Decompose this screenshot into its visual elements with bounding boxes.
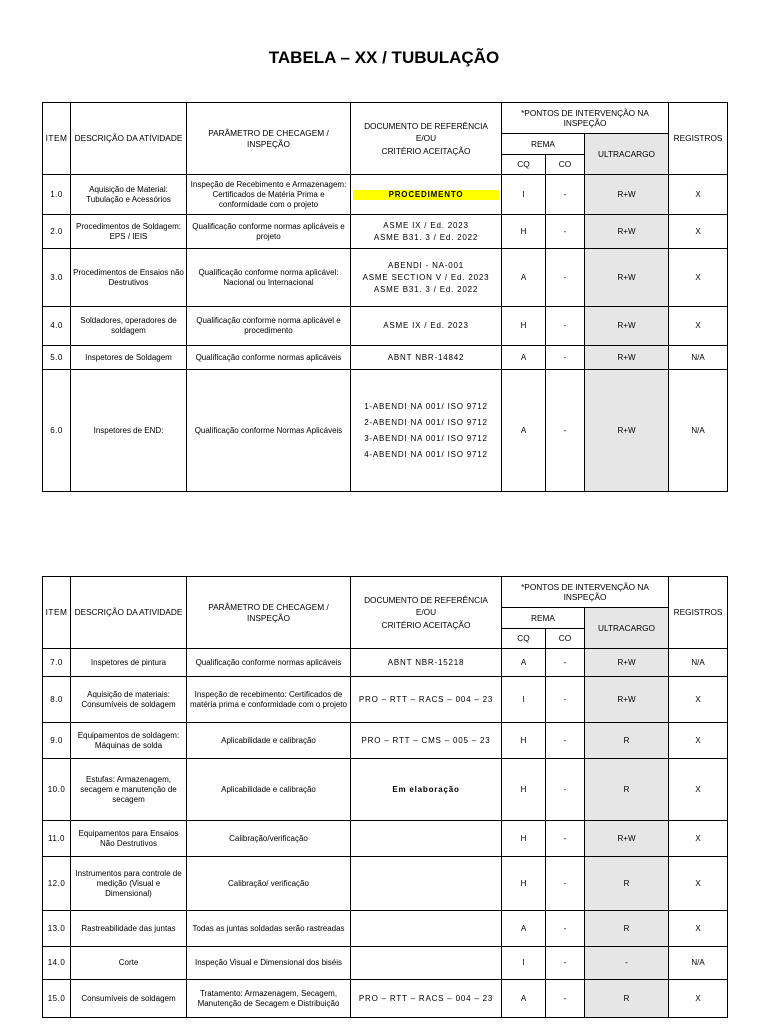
- reference-document-line: PRO – RTT – CMS – 005 – 23: [361, 735, 491, 745]
- reference-document: [351, 307, 502, 346]
- cq-mark: A: [502, 911, 546, 947]
- reference-document-line: ABNT NBR-14842: [387, 352, 465, 362]
- ultracargo-mark: R+W: [585, 307, 669, 346]
- activity-description: Consumíveis de soldagem: [71, 980, 187, 1018]
- activity-description: Procedimentos de Ensaios não Destrutivos: [71, 249, 187, 307]
- table-row: [43, 821, 728, 857]
- reference-document: [351, 677, 502, 723]
- check-parameter: Qualificação conforme normas aplicáveis: [187, 649, 351, 677]
- activity-description: Soldadores, operadores de soldagem: [71, 307, 187, 346]
- reference-document-line: ASME IX / Ed. 2023: [383, 321, 469, 330]
- header-documento: [351, 103, 502, 175]
- co-mark: -: [546, 249, 585, 307]
- item-number: 1.0: [43, 175, 71, 215]
- ultracargo-mark: -: [585, 947, 669, 980]
- registros-mark: X: [669, 175, 728, 215]
- reference-document-line: 3-ABENDI NA 001/ ISO 9712: [364, 433, 488, 443]
- check-parameter: Todas as juntas soldadas serão rastreadas: [187, 911, 351, 947]
- reference-document-line: ABENDI - NA-001: [387, 260, 465, 270]
- co-mark: -: [546, 370, 585, 492]
- header-registros: REGISTROS: [669, 577, 728, 649]
- check-parameter: Calibração/verificação: [187, 821, 351, 857]
- table-row: [43, 980, 728, 1018]
- registros-mark: X: [669, 307, 728, 346]
- activity-description: Equipamentos para Ensaios Não Destrutivos: [71, 821, 187, 857]
- header-co: CO: [546, 629, 585, 649]
- registros-mark: N/A: [669, 370, 728, 492]
- check-parameter: Inspeção de recebimento: Certificados de matéria prima e conformidade com o projeto: [187, 677, 351, 723]
- ultracargo-mark: R+W: [585, 370, 669, 492]
- table-row: [43, 215, 728, 249]
- table-1-body: [43, 175, 728, 492]
- ultracargo-mark: R: [585, 723, 669, 759]
- item-number: 14.0: [43, 947, 71, 980]
- reference-document: [351, 346, 502, 370]
- activity-description: Aquisição de Material: Tubulação e Acessórios: [71, 175, 187, 215]
- reference-document: [351, 980, 502, 1018]
- item-number: 4.0: [43, 307, 71, 346]
- check-parameter: Inspeção de Recebimento e Armazenagem: Certificados de Matéria Prima e conformidade com o projeto: [187, 175, 351, 215]
- table-row: [43, 649, 728, 677]
- header-documento-line3: CRITÉRIO ACEITAÇÃO: [381, 619, 471, 630]
- co-mark: -: [546, 215, 585, 249]
- co-mark: -: [546, 307, 585, 346]
- reference-document-line: ASME B31. 3 / Ed. 2022: [373, 232, 479, 242]
- ultracargo-mark: R+W: [585, 175, 669, 215]
- item-number: 3.0: [43, 249, 71, 307]
- header-ultracargo: ULTRACARGO: [585, 608, 669, 649]
- registros-mark: X: [669, 249, 728, 307]
- item-number: 15.0: [43, 980, 71, 1018]
- registros-mark: X: [669, 723, 728, 759]
- ultracargo-mark: R+W: [585, 215, 669, 249]
- check-parameter: Tratamento: Armazenagem, Secagem, Manutenção de Secagem e Distribuição: [187, 980, 351, 1018]
- item-number: 5.0: [43, 346, 71, 370]
- cq-mark: H: [502, 215, 546, 249]
- cq-mark: A: [502, 649, 546, 677]
- cq-mark: H: [502, 723, 546, 759]
- ultracargo-mark: R+W: [585, 677, 669, 723]
- registros-mark: X: [669, 677, 728, 723]
- co-mark: -: [546, 175, 585, 215]
- ultracargo-mark: R: [585, 759, 669, 821]
- co-mark: -: [546, 346, 585, 370]
- co-mark: -: [546, 759, 585, 821]
- header-descricao: DESCRIÇÃO DA ATIVIDADE: [71, 103, 187, 175]
- co-mark: -: [546, 857, 585, 911]
- activity-description: Corte: [71, 947, 187, 980]
- cq-mark: I: [502, 947, 546, 980]
- table-row: [43, 346, 728, 370]
- co-mark: -: [546, 911, 585, 947]
- ultracargo-mark: R: [585, 911, 669, 947]
- cq-mark: H: [502, 759, 546, 821]
- reference-document: [351, 175, 502, 215]
- table-row: [43, 677, 728, 723]
- co-mark: -: [546, 947, 585, 980]
- reference-document: [351, 370, 502, 492]
- registros-mark: X: [669, 857, 728, 911]
- activity-description: Estufas: Armazenagem, secagem e manutenção de secagem: [71, 759, 187, 821]
- registros-mark: X: [669, 759, 728, 821]
- reference-document-line: ASME SECTION V / Ed. 2023: [362, 272, 490, 282]
- reference-document-line: PRO – RTT – RACS – 004 – 23: [358, 694, 494, 704]
- reference-document: [351, 215, 502, 249]
- header-ultracargo: ULTRACARGO: [585, 134, 669, 175]
- co-mark: -: [546, 677, 585, 723]
- table-row: [43, 307, 728, 346]
- reference-document: [351, 947, 502, 980]
- table-row: [43, 911, 728, 947]
- check-parameter: Qualificação conforme norma aplicável e procedimento: [187, 307, 351, 346]
- ultracargo-mark: R+W: [585, 249, 669, 307]
- reference-document-line: PROCEDIMENTO: [353, 190, 499, 200]
- table-row: [43, 759, 728, 821]
- table-2-body: [43, 649, 728, 1018]
- header-cq: CQ: [502, 155, 546, 175]
- cq-mark: A: [502, 249, 546, 307]
- header-rema: REMA: [502, 608, 585, 629]
- cq-mark: I: [502, 677, 546, 723]
- item-number: 2.0: [43, 215, 71, 249]
- reference-document-line: PRO – RTT – RACS – 004 – 23: [358, 993, 494, 1003]
- header-parametro: PARÂMETRO DE CHECAGEM / INSPEÇÃO: [187, 577, 351, 649]
- activity-description: Aquisição de materiais: Consumíveis de soldagem: [71, 677, 187, 723]
- item-number: 7.0: [43, 649, 71, 677]
- reference-document: [351, 857, 502, 911]
- table-row: [43, 723, 728, 759]
- cq-mark: A: [502, 980, 546, 1018]
- co-mark: -: [546, 821, 585, 857]
- inspection-table-1: [42, 102, 728, 492]
- header-documento-line1: DOCUMENTO DE REFERÊNCIA: [364, 120, 488, 131]
- ultracargo-mark: R+W: [585, 346, 669, 370]
- table-row: [43, 947, 728, 980]
- page-title: TABELA – XX / TUBULAÇÃO: [268, 48, 500, 67]
- registros-mark: X: [669, 821, 728, 857]
- reference-document: [351, 911, 502, 947]
- registros-mark: N/A: [669, 346, 728, 370]
- reference-document-line: ABNT NBR-15218: [387, 657, 465, 667]
- item-number: 8.0: [43, 677, 71, 723]
- co-mark: -: [546, 980, 585, 1018]
- check-parameter: Qualificação conforme normas aplicáveis e projeto: [187, 215, 351, 249]
- cq-mark: H: [502, 307, 546, 346]
- table-row: [43, 249, 728, 307]
- registros-mark: N/A: [669, 649, 728, 677]
- reference-document-line: ASME IX / Ed. 2023: [383, 220, 469, 230]
- reference-document: [351, 723, 502, 759]
- inspection-table-2: [42, 576, 728, 1018]
- check-parameter: Aplicabilidade e calibração: [187, 723, 351, 759]
- check-parameter: Calibração/ verificação: [187, 857, 351, 911]
- reference-document-line: Em elaboração: [392, 784, 460, 794]
- cq-mark: I: [502, 175, 546, 215]
- reference-document-line: 2-ABENDI NA 001/ ISO 9712: [364, 417, 488, 427]
- reference-document: [351, 759, 502, 821]
- item-number: 6.0: [43, 370, 71, 492]
- cq-mark: A: [502, 370, 546, 492]
- header-documento: [351, 577, 502, 649]
- ultracargo-mark: R: [585, 857, 669, 911]
- table-row: [43, 175, 728, 215]
- header-item: ITEM: [43, 103, 71, 175]
- cq-mark: H: [502, 857, 546, 911]
- header-documento-line2: E/OU: [415, 607, 437, 618]
- check-parameter: Qualificação conforme normas aplicáveis: [187, 346, 351, 370]
- ultracargo-mark: R+W: [585, 821, 669, 857]
- activity-description: Inspetores de END:: [71, 370, 187, 492]
- item-number: 13.0: [43, 911, 71, 947]
- header-documento-line3: CRITÉRIO ACEITAÇÃO: [381, 145, 471, 156]
- header-documento-line1: DOCUMENTO DE REFERÊNCIA: [364, 594, 488, 605]
- reference-document-line: 4-ABENDI NA 001/ ISO 9712: [364, 449, 488, 459]
- check-parameter: Aplicabilidade e calibração: [187, 759, 351, 821]
- header-co: CO: [546, 155, 585, 175]
- activity-description: Equipamentos de soldagem: Máquinas de solda: [71, 723, 187, 759]
- table-row: [43, 370, 728, 492]
- table-row: [43, 857, 728, 911]
- check-parameter: Inspeção Visual e Dimensional dos biséis: [187, 947, 351, 980]
- activity-description: Inspetores de Soldagem: [71, 346, 187, 370]
- header-pontos: *PONTOS DE INTERVENÇÃO NA INSPEÇÃO: [502, 103, 669, 134]
- activity-description: Rastreabilidade das juntas: [71, 911, 187, 947]
- header-registros: REGISTROS: [669, 103, 728, 175]
- header-parametro: PARÂMETRO DE CHECAGEM / INSPEÇÃO: [187, 103, 351, 175]
- reference-document: [351, 821, 502, 857]
- ultracargo-mark: R: [585, 980, 669, 1018]
- item-number: 11.0: [43, 821, 71, 857]
- check-parameter: Qualificação conforme Normas Aplicáveis: [187, 370, 351, 492]
- activity-description: Instrumentos para controle de medição (Visual e Dimensional): [71, 857, 187, 911]
- registros-mark: N/A: [669, 947, 728, 980]
- co-mark: -: [546, 723, 585, 759]
- item-number: 9.0: [43, 723, 71, 759]
- registros-mark: X: [669, 980, 728, 1018]
- reference-document-line: 1-ABENDI NA 001/ ISO 9712: [364, 401, 488, 411]
- header-cq: CQ: [502, 629, 546, 649]
- co-mark: -: [546, 649, 585, 677]
- item-number: 10.0: [43, 759, 71, 821]
- header-pontos: *PONTOS DE INTERVENÇÃO NA INSPEÇÃO: [502, 577, 669, 608]
- registros-mark: X: [669, 215, 728, 249]
- cq-mark: H: [502, 821, 546, 857]
- reference-document-line: ASME B31. 3 / Ed. 2022: [373, 284, 479, 294]
- header-documento-line2: E/OU: [415, 133, 437, 144]
- registros-mark: X: [669, 911, 728, 947]
- cq-mark: A: [502, 346, 546, 370]
- activity-description: Procedimentos de Soldagem: EPS / IEIS: [71, 215, 187, 249]
- reference-document: [351, 649, 502, 677]
- header-item: ITEM: [43, 577, 71, 649]
- header-rema: REMA: [502, 134, 585, 155]
- reference-document: [351, 249, 502, 307]
- item-number: 12.0: [43, 857, 71, 911]
- ultracargo-mark: R+W: [585, 649, 669, 677]
- activity-description: Inspetores de pintura: [71, 649, 187, 677]
- header-descricao: DESCRIÇÃO DA ATIVIDADE: [71, 577, 187, 649]
- check-parameter: Qualificação conforme norma aplicável: Nacional ou Internacional: [187, 249, 351, 307]
